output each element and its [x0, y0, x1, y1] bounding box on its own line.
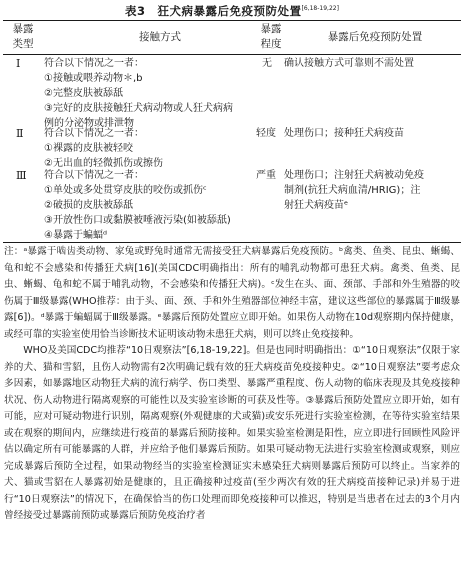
row-3-action-line: 处理伤口；注射狂犬病被动免疫 [284, 170, 424, 181]
table-header-rule [3, 54, 461, 55]
row-1-contact-line: 符合以下情况之一者： [44, 58, 144, 69]
row-2-contact-line: ①裸露的皮肤被轻咬 [44, 143, 133, 154]
row-3-action-line: 射狂犬病疫苗ᵉ [284, 200, 349, 211]
table-caption [0, 3, 464, 19]
row-2-degree: 轻度 [256, 128, 276, 139]
table-caption-text: 表3 狂犬病暴露后免疫预防处置 [125, 4, 302, 18]
header-degree [256, 22, 286, 52]
row-3-contact-line: ③开放性伤口或黏膜被唾液污染(如被舔舐) [44, 215, 231, 226]
row-2-contact-line: ②无出血的轻微抓伤或擦伤 [44, 158, 163, 169]
table-caption-ref: [6,18-19,22] [301, 5, 339, 13]
header-degree-line2: 程度 [260, 38, 282, 50]
row-3-contact-line: ②破损的皮肤被舔舐 [44, 200, 133, 211]
row-1-type: Ⅰ [16, 57, 21, 70]
header-action: 暴露后免疫预防处置 [327, 31, 423, 43]
header-type [8, 22, 38, 52]
row-1-contact [44, 56, 233, 131]
row-1-contact-line: 例的分泌物或排泄物 [44, 118, 134, 129]
header-type-line2: 类型 [12, 38, 34, 50]
row-2-contact [44, 126, 163, 171]
row-2-type: Ⅱ [16, 127, 24, 140]
row-3-contact-line: ①单处或多处贯穿皮肤的咬伤或抓伤ᶜ [44, 185, 207, 196]
header-degree-line1: 暴露 [260, 23, 282, 35]
row-3-action [284, 168, 424, 213]
row-3-contact [44, 168, 231, 243]
row-1-contact-line: ①接触或喂养动物＊,b [44, 73, 143, 84]
header-contact: 接触方式 [139, 31, 181, 43]
table-top-rule [3, 20, 461, 21]
row-2-contact-line: 符合以下情况之一者： [44, 128, 144, 139]
row-1-action: 确认接触方式可靠则不需处置 [284, 58, 414, 69]
row-1-contact-line: ③完好的皮肤接触狂犬病动物或人狂犬病病 [44, 103, 233, 114]
row-3-contact-line: 符合以下情况之一者： [44, 170, 144, 181]
table-notes [4, 244, 460, 525]
row-1-degree: 无 [262, 58, 272, 69]
observation-method-paragraph: WHO及美国CDC均推荐“10日观察法”[6,18-19,22]。但是也同时明确指出：①“10日观察法”仅限于家养的犬、猫和雪貂，且伤人动物需有2次明确记载有效的狂犬病疫苗免疫接种史。②“10日观察法”要考虑众多因素，如暴露地区动物狂犬病的流行病学、伤口类型、暴露严重程度、伤人动物的临床表现及其免疫接种状况、伤人动物进行隔离观察的可能性以及实验室诊断的可获及性等。③暴露后预防处置应立即开始，如有可能，应对可疑动物进行识别，隔离观察(外观健康的犬或猫)或安乐死进行实验室检测，在等待实验室结果或在观察的期间内，应继续进行疫苗的暴露后预防接种。如果实验室检测是阳性，应立即进行回顾性风险评估以确定所有可能暴露的人群，并应给予他们暴露后预防。如果可疑动物无法进行实验室检测或观察，则应完成暴露后预防全过程，如果动物经当的实验室检测证实未感染狂犬病则暴露后预防可以终止。当家养的犬、猫或雪貂在人暴露初始是健康的，且正确接种过疫苗(至少两次有效的狂犬病疫苗接种记录)并易于进行“10日观察法”的情况下，在确保恰当的伤口处理而即免疫接种可以推迟，特别是当患者在过去的3个月内曾经接受过暴露前预防或暴露后预防免疫治疗者 [4, 345, 460, 521]
header-type-line1: 暴露 [12, 23, 34, 35]
row-3-contact-line: ④暴露于蝙蝠ᵈ [44, 230, 108, 241]
row-3-degree: 严重 [256, 170, 276, 181]
row-1-contact-line: ②完整皮肤被舔舐 [44, 88, 123, 99]
row-3-type: Ⅲ [16, 169, 27, 182]
row-2-action: 处理伤口；接种狂犬病疫苗 [284, 128, 404, 139]
footnote-paragraph: 注：ᵃ暴露于啮齿类动物、家兔或野兔时通常无需接受狂犬病暴露后免疫预防。ᵇ禽类、鱼类、昆虫、蜥蝎、龟和蛇不会感染和传播狂犬病[16](美国CDC明确指出：所有的哺乳动物都可患狂犬病。禽类、鱼类、昆虫、蜥蝎、龟和蛇不属于哺乳动物，不会感染和传播狂犬病)。ᶜ发生在头、面、颈部、手部和外生殖器的咬伤属于Ⅲ级暴露(WHO推荐：由于头、面、颈、手和外生殖器部位神经丰富，建议这些部位的暴露属于Ⅲ级暴露[6])。ᵈ暴露于蝙蝠属于Ⅲ级暴露。ᵉ暴露后预防处置应立即开始。如果伤人动物在10d观察期内保持健康，或经可靠的实验室使用恰当诊断技术证明该动物未患狂犬病，则可以终止免疫接种。 [4, 246, 460, 340]
row-3-action-line: 制剂(抗狂犬病血清/HRIG)；注 [284, 185, 421, 196]
